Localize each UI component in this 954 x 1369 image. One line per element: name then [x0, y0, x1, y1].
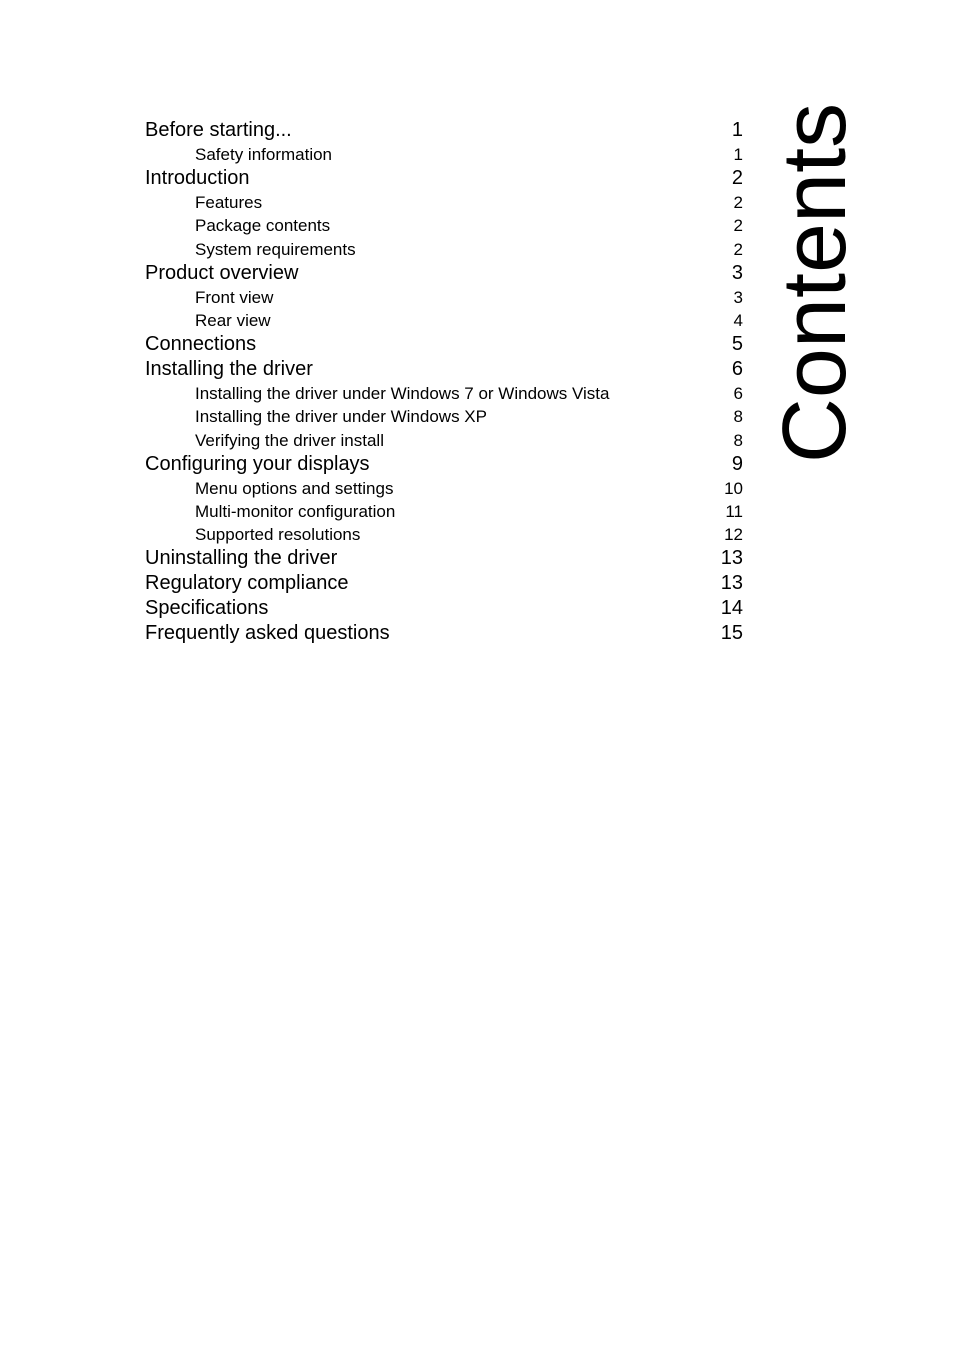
toc-entry-page-number: 15	[720, 622, 743, 645]
toc-entry-page-number: 1	[733, 145, 743, 164]
toc-entry-title: Installing the driver under Windows 7 or Windows Vista	[195, 384, 610, 404]
toc-chapter-entry[interactable]	[145, 596, 743, 621]
toc-entry-title: Regulatory compliance	[145, 572, 349, 595]
toc-section-entry[interactable]	[145, 214, 743, 237]
toc-entry-title: Before starting...	[145, 119, 292, 141]
toc-entry-title: Configuring your displays	[145, 452, 370, 475]
toc-entry-page-number: 2	[733, 239, 743, 259]
toc-section-entry[interactable]	[145, 477, 743, 500]
toc-section-entry[interactable]	[145, 309, 743, 332]
toc-entry-page-number: 3	[733, 287, 743, 307]
toc-entry-page-number: 13	[720, 572, 743, 595]
toc-entry-page-number: 6	[731, 358, 743, 381]
toc-entry-title: Package contents	[195, 216, 331, 236]
toc-entry-page-number: 14	[720, 597, 743, 620]
toc-entry-page-number: 6	[733, 384, 743, 404]
toc-chapter-entry[interactable]	[145, 452, 743, 477]
table-of-contents	[145, 118, 743, 646]
toc-entry-page-number: 12	[724, 525, 743, 545]
toc-entry-title: Features	[195, 193, 263, 213]
toc-entry-title: Multi-monitor configuration	[195, 501, 396, 521]
toc-entry-title: Safety information	[195, 145, 333, 164]
toc-entry-title: Product overview	[145, 261, 299, 284]
toc-entry-title: Frequently asked questions	[145, 622, 390, 645]
toc-section-entry[interactable]	[145, 429, 743, 452]
page-heading-text: Contents	[765, 102, 865, 464]
toc-section-entry[interactable]	[145, 286, 743, 309]
toc-entry-title: Installing the driver	[145, 358, 313, 381]
toc-entry-title: Connections	[145, 333, 257, 356]
toc-section-entry[interactable]	[145, 238, 743, 261]
toc-entry-page-number: 5	[731, 333, 743, 356]
toc-entry-title: Verifying the driver install	[195, 430, 384, 450]
toc-entry-title: Front view	[195, 287, 274, 307]
page-heading	[765, 102, 865, 464]
toc-entry-title: Specifications	[145, 597, 269, 620]
toc-chapter-entry[interactable]	[145, 621, 743, 646]
toc-entry-page-number: 2	[731, 167, 743, 190]
toc-chapter-entry[interactable]	[145, 571, 743, 596]
toc-entry-title: Rear view	[195, 310, 271, 330]
toc-chapter-entry[interactable]	[145, 357, 743, 382]
toc-entry-page-number: 11	[725, 501, 743, 521]
toc-section-entry[interactable]	[145, 143, 743, 166]
toc-entry-page-number: 1	[731, 119, 743, 141]
toc-entry-page-number: 8	[733, 430, 743, 450]
toc-entry-title: Menu options and settings	[195, 478, 394, 498]
toc-chapter-entry[interactable]	[145, 332, 743, 357]
toc-entry-title: Uninstalling the driver	[145, 547, 338, 570]
toc-entry-page-number: 3	[731, 261, 743, 284]
toc-entry-page-number: 2	[733, 216, 743, 236]
toc-entry-title: System requirements	[195, 239, 356, 259]
toc-section-entry[interactable]	[145, 382, 743, 405]
toc-section-entry[interactable]	[145, 405, 743, 428]
toc-chapter-entry[interactable]	[145, 261, 743, 286]
toc-entry-page-number: 9	[731, 452, 743, 475]
toc-entry-title: Introduction	[145, 167, 250, 190]
toc-section-entry[interactable]	[145, 523, 743, 546]
toc-entry-title: Installing the driver under Windows XP	[195, 407, 487, 427]
toc-entry-page-number: 13	[720, 547, 743, 570]
toc-section-entry[interactable]	[145, 500, 743, 523]
toc-chapter-entry[interactable]	[145, 546, 743, 571]
toc-chapter-entry[interactable]	[145, 166, 743, 191]
toc-entry-title: Supported resolutions	[195, 525, 361, 545]
toc-entry-page-number: 10	[724, 478, 743, 498]
toc-entry-page-number: 8	[733, 407, 743, 427]
toc-chapter-entry[interactable]	[145, 118, 743, 143]
toc-section-entry[interactable]	[145, 191, 743, 214]
toc-entry-page-number: 2	[733, 193, 743, 213]
toc-entry-page-number: 4	[733, 310, 743, 330]
